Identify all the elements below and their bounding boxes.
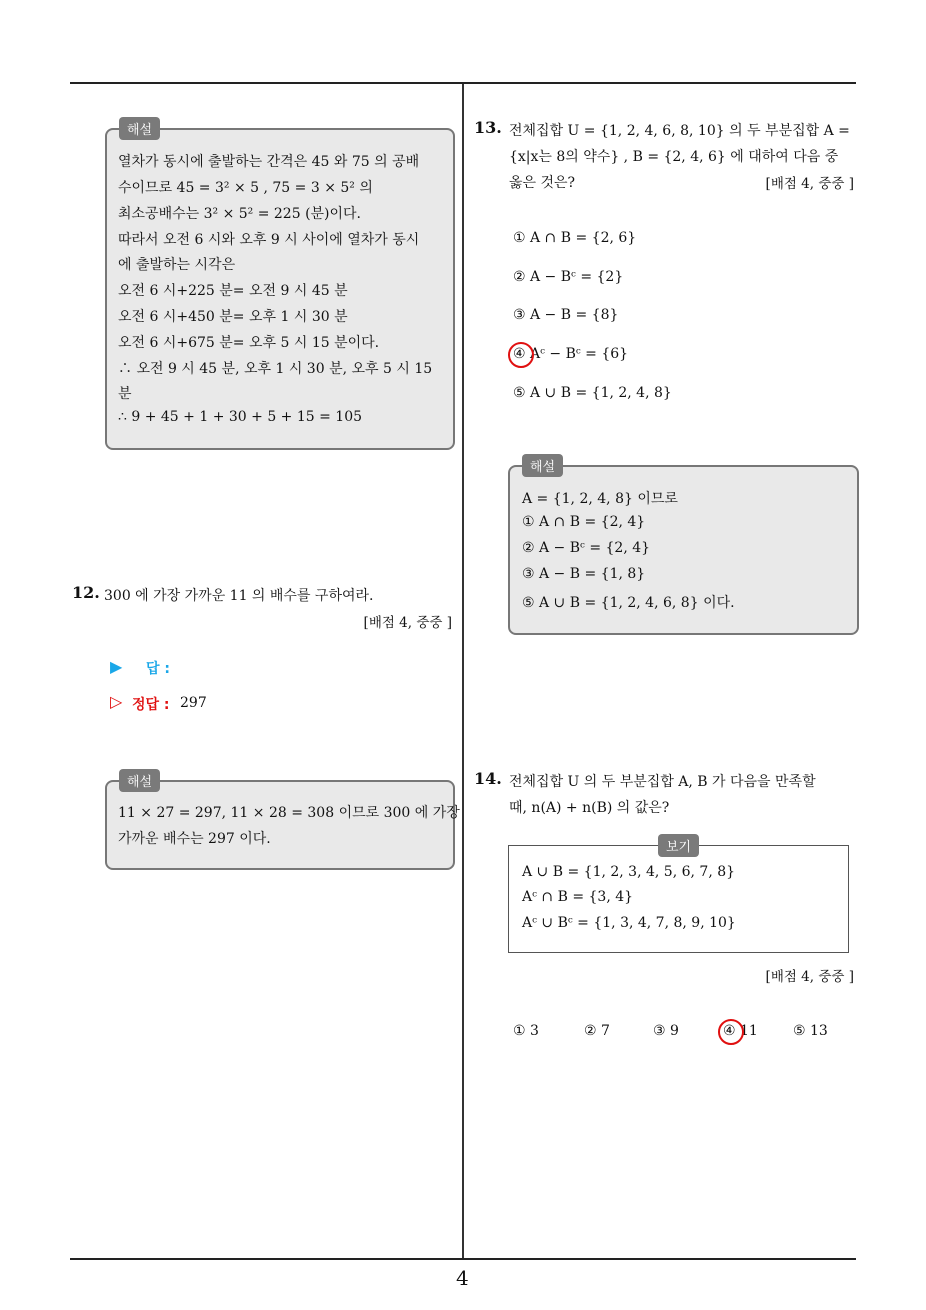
solution-line: ① A ∩ B = {2, 4} (522, 514, 646, 530)
bogi-line: A ∪ B = {1, 2, 3, 4, 5, 6, 7, 8} (522, 864, 736, 880)
bogi-tag: 보기 (658, 834, 699, 857)
solution-line: 가까운 배수는 297 이다. (118, 831, 271, 847)
question-text-13: {x|x는 8의 약수} , B = {2, 4, 6} 에 대하여 다음 중 (509, 149, 839, 165)
question-number-14: 14. (474, 769, 502, 788)
solution-line: 에 출발하는 시각은 (118, 257, 236, 273)
solution-line: ③ A − B = {1, 8} (522, 566, 646, 582)
solution-line: ∴ 9 + 45 + 1 + 30 + 5 + 15 = 105 (118, 409, 363, 425)
solution-line: 11 × 27 = 297, 11 × 28 = 308 이므로 300 에 가장 (118, 805, 460, 821)
option-2[interactable]: ② 7 (584, 1023, 610, 1039)
solution-line: 오전 6 시+225 분= 오전 9 시 45 분 (118, 283, 348, 299)
bottom-rule (70, 1258, 856, 1260)
option-4[interactable]: ④ 11 (723, 1023, 758, 1039)
selected-answer-circle-icon (508, 342, 534, 368)
solution-line: 열차가 동시에 출발하는 간격은 45 와 75 의 공배 (118, 154, 420, 170)
column-divider (462, 84, 464, 1258)
option-2[interactable]: ② A − Bᶜ = {2} (513, 269, 624, 285)
solution-tag: 해설 (119, 769, 160, 792)
solution-line: ∴ 오전 9 시 45 분, 오후 1 시 30 분, 오후 5 시 15 (118, 361, 433, 377)
correct-marker-icon: ▷ (110, 692, 123, 711)
solution-line: 오전 6 시+675 분= 오후 5 시 15 분이다. (118, 335, 380, 351)
option-5[interactable]: ⑤ A ∪ B = {1, 2, 4, 8} (513, 385, 672, 401)
option-1[interactable]: ① A ∩ B = {2, 6} (513, 230, 637, 246)
solution-tag: 해설 (522, 454, 563, 477)
bogi-line: Aᶜ ∩ B = {3, 4} (522, 889, 634, 905)
option-3[interactable]: ③ 9 (653, 1023, 679, 1039)
solution-box-12 (105, 780, 455, 870)
answer-label: 답 : (146, 661, 170, 677)
solution-line: ⑤ A ∪ B = {1, 2, 4, 6, 8} 이다. (522, 595, 735, 611)
page-number: 4 (456, 1266, 469, 1290)
solution-line: 오전 6 시+450 분= 오후 1 시 30 분 (118, 309, 348, 325)
solution-line: 최소공배수는 3² × 5² = 225 (분)이다. (118, 206, 362, 222)
question-meta-12: [배점 4, 중중 ] (363, 615, 452, 631)
question-meta-14: [배점 4, 중중 ] (765, 969, 854, 985)
solution-tag: 해설 (119, 117, 160, 140)
selected-answer-circle-icon (718, 1019, 744, 1045)
solution-line: 수이므로 45 = 3² × 5 , 75 = 3 × 5² 의 (118, 180, 373, 196)
question-number-12: 12. (72, 583, 100, 602)
question-text-13: 전체집합 U = {1, 2, 4, 6, 8, 10} 의 두 부분집합 A = (509, 123, 850, 139)
question-text-12: 300 에 가장 가까운 11 의 배수를 구하여라. (104, 588, 374, 604)
bogi-line: Aᶜ ∪ Bᶜ = {1, 3, 4, 7, 8, 9, 10} (522, 915, 736, 931)
correct-value: 297 (180, 695, 207, 711)
option-5[interactable]: ⑤ 13 (793, 1023, 828, 1039)
solution-line: A = {1, 2, 4, 8} 이므로 (522, 491, 678, 507)
question-text-14: 전체집합 U 의 두 부분집합 A, B 가 다음을 만족할 (509, 774, 816, 790)
solution-line: 따라서 오전 6 시와 오후 9 시 사이에 열차가 동시 (118, 232, 420, 248)
option-3[interactable]: ③ A − B = {8} (513, 307, 619, 323)
question-number-13: 13. (474, 118, 502, 137)
question-text-14: 때, n(A) + n(B) 의 값은? (509, 800, 670, 816)
option-1[interactable]: ① 3 (513, 1023, 539, 1039)
option-4[interactable]: ④ Aᶜ − Bᶜ = {6} (513, 346, 629, 362)
question-meta-13: [배점 4, 중중 ] (765, 176, 854, 192)
solution-line: ② A − Bᶜ = {2, 4} (522, 540, 651, 556)
question-text-13: 옳은 것은? (509, 175, 576, 191)
solution-line: 분 (118, 386, 132, 402)
correct-label: 정답 : (132, 697, 170, 713)
answer-marker-icon: ▶ (110, 657, 123, 676)
